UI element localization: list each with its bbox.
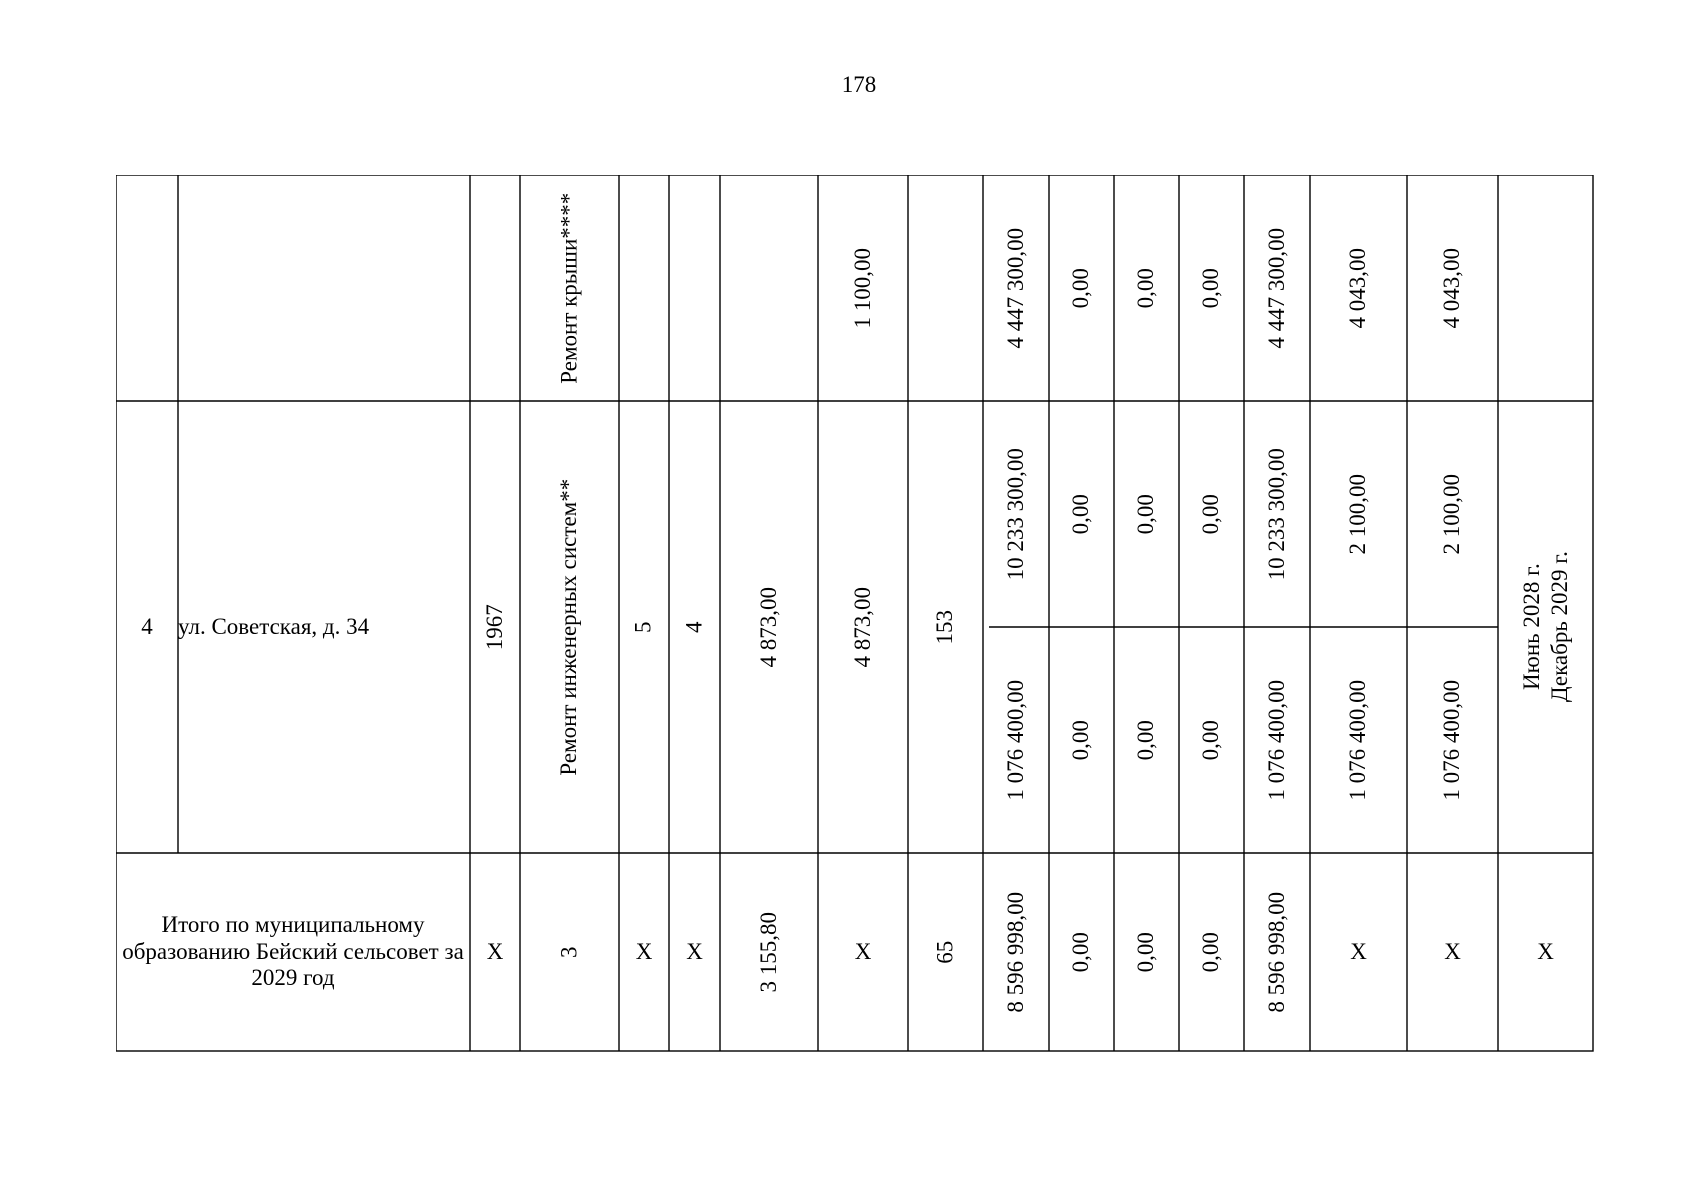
row2a-unit-cost-limit: 2 100,00 [1439,473,1465,555]
row2b-unit-cost-limit: 1 076 400,00 [1439,679,1465,801]
row2b-total-cost: 1 076 400,00 [1002,679,1028,801]
total-fund-regional: 0,00 [1133,931,1159,973]
row1-total-cost: 4 447 300,00 [1002,227,1028,349]
row1-fund-local: 0,00 [1198,267,1224,309]
row2b-fund-regional: 0,00 [1133,719,1159,761]
row2-number: 4 [141,613,153,639]
row1-work-type: Ремонт крыши**** [556,192,582,384]
row2-period [1498,401,1593,853]
period-start: Июнь 2028 г. [1518,563,1544,691]
total-area-living: X [854,938,872,964]
row2b-unit-cost: 1 076 400,00 [1345,679,1371,801]
total-fund-owners: 8 596 998,00 [1263,891,1289,1013]
row1-fund-owners: 4 447 300,00 [1263,227,1289,349]
total-residents: 65 [932,940,958,964]
row2b-fund-owners: 1 076 400,00 [1263,679,1289,801]
total-unit-cost-limit: X [1444,938,1461,964]
row1-fund-regional: 0,00 [1133,267,1159,309]
row2-area-total: 4 873,00 [755,586,781,668]
total-period: X [1537,938,1554,964]
row1-fund-federal: 0,00 [1068,267,1094,309]
row2a-total-cost: 10 233 300,00 [1002,447,1028,581]
row1-unit-cost-limit: 4 043,00 [1439,247,1465,329]
total-year: X [486,938,504,964]
row2-area-living: 4 873,00 [849,586,875,668]
row2b-fund-local: 0,00 [1198,719,1224,761]
total-label: Итого по муниципальному образованию Бейский сельсовет за 2029 год [122,912,464,991]
row2a-fund-owners: 10 233 300,00 [1263,447,1289,581]
row1-cost-per-sqm: 1 100,00 [849,247,875,329]
row2-address: ул. Советская, д. 34 [178,613,370,639]
total-entrances: X [686,938,703,964]
row2a-fund-regional: 0,00 [1133,493,1159,535]
total-cost: 8 596 998,00 [1002,891,1028,1013]
period-end: Декабрь 2029 г. [1546,551,1572,703]
total-floors: X [635,938,653,964]
row1-unit-cost: 4 043,00 [1345,247,1371,329]
total-unit-cost: X [1350,938,1367,964]
row2a-fund-federal: 0,00 [1068,493,1094,535]
row2-work-type: Ремонт инженерных систем** [556,478,582,776]
total-fund-federal: 0,00 [1068,931,1094,973]
works-table [116,175,1594,1052]
row2-year: 1967 [481,604,507,650]
row2-floors: 5 [630,621,656,633]
row2a-unit-cost: 2 100,00 [1345,473,1371,555]
total-fund-local: 0,00 [1198,931,1224,973]
row2b-fund-federal: 0,00 [1068,719,1094,761]
row2a-fund-local: 0,00 [1198,493,1224,535]
total-count: 3 [556,946,582,958]
row2-residents: 153 [932,609,958,645]
row2-entrances: 4 [681,621,707,633]
total-area-total: 3 155,80 [755,911,781,993]
page-number: 178 [841,72,877,97]
